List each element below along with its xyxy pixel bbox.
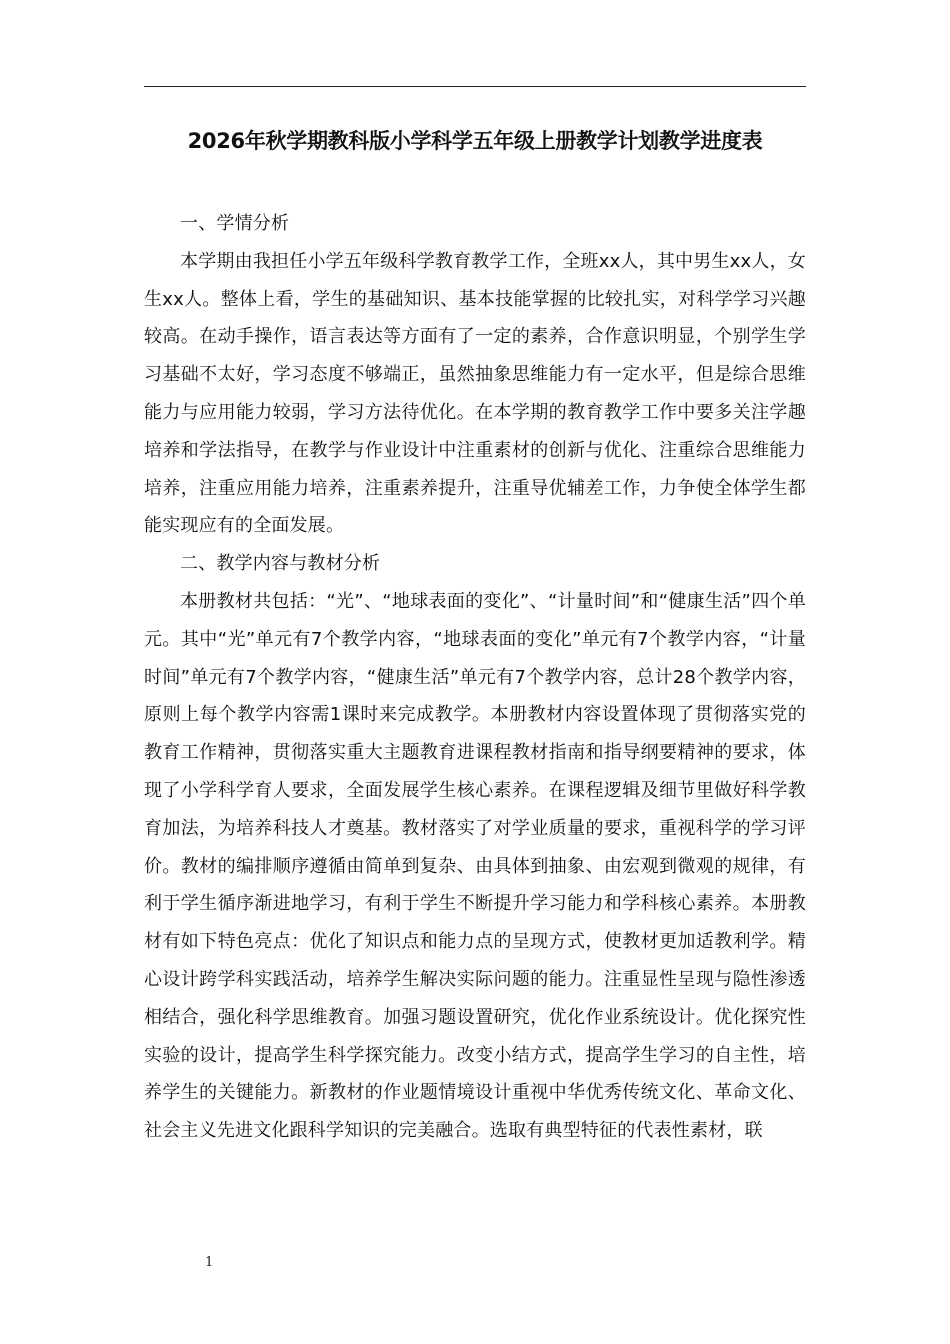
document-body bbox=[144, 205, 806, 1150]
section-heading-content-analysis: 二、教学内容与教材分析 bbox=[180, 553, 381, 575]
header-rule bbox=[144, 86, 806, 87]
page-number: 1 bbox=[205, 1255, 214, 1270]
section-heading-learner-analysis: 一、学情分析 bbox=[180, 213, 290, 234]
document-title: 2026年秋学期教科版小学科学五年级上册教学计划教学进度表 bbox=[187, 129, 763, 153]
section-paragraph-content-analysis: 本册教材共包括：“光”、“地球表面的变化”、“计量时间”和“健康生活”四个单元。其中“光”单元有7个教学内容，“地球表面的变化”单元有7个教学内容，“计量时间”单元有7个教学内容，“健康生活”单元有7个教学内容，总计28个教学内容，原则上每个教学内容需1课时来完成教学。本册教材内容设置体现了贯彻落实党的教育工作精神，贯彻落实重大主题教育进课程教材指南和指导纲要精神的要求，体现了小学科学育人要求，全面发展学生核心素养。在课程逻辑及细节里做好科学教育加法，为培养科技人才奠基。教材落实了对学业质量的要求，重视科学的学习评价。教材的编排顺序遵循由简单到复杂、由具体到抽象、由宏观到微观的规律，有利于学生循序渐进地学习，有利于学生不断提升学习能力和学科核心素养。本册教材有如下特色亮点：优化了知识点和能力点的呈现方式，使教材更加适教利学。精心设计跨学科实践活动，培养学生解决实际问题的能力。注重显性呈现与隐性渗透相结合，强化科学思维教育。加强习题设置研究，优化作业系统设计。优化探究性实验的设计，提高学生科学探究能力。改变小结方式，提高学生学习的自主性，培养学生的关键能力。新教材的作业题情境设计重视中华优秀传统文化、革命文化、社会主义先进文化跟科学知识的完美融合。选取有典型特征的代表性素材，联 bbox=[144, 590, 806, 1142]
section-paragraph-learner-analysis: 本学期由我担任小学五年级科学教育教学工作，全班xx人，其中男生xx人，女生xx人。整体上看，学生的基础知识、基本技能掌握的比较扎实，对科学学习兴趣较高。在动手操作，语言表达等方面有了一定的素养，合作意识明显，个别学生学习基础不太好，学习态度不够端正，虽然抽象思维能力有一定水平，但是综合思维能力与应用能力较弱，学习方法待优化。在本学期的教育教学工作中要多关注学趣培养和学法指导，在教学与作业设计中注重素材的创新与优化、注重综合思维能力培养，注重应用能力培养，注重素养提升，注重导优辅差工作，力争使全体学生都能实现应有的全面发展。 bbox=[144, 250, 806, 537]
